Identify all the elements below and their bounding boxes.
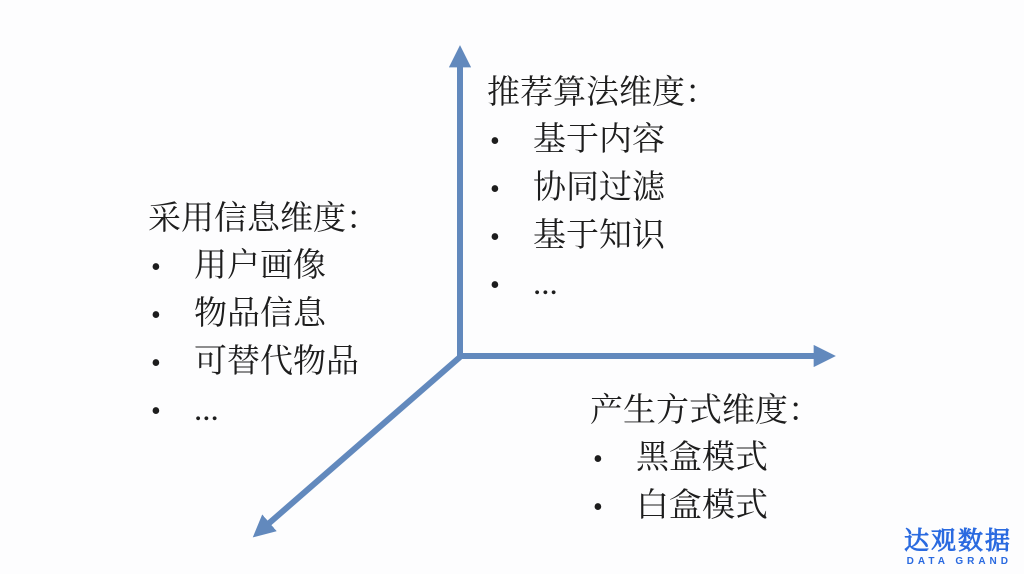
list-item-label: 黑盒模式 xyxy=(636,440,768,476)
bullet-icon: • xyxy=(593,492,603,523)
generation-mode-block xyxy=(590,388,821,531)
generation-mode-title: 产生方式维度： xyxy=(590,393,821,429)
list-item-label: 用户画像 xyxy=(194,248,326,284)
list-item xyxy=(487,165,718,213)
list-item xyxy=(487,261,718,309)
list-item-label: 物品信息 xyxy=(194,296,326,332)
adopted-information-title: 采用信息维度： xyxy=(148,201,379,237)
bullet-icon: • xyxy=(490,126,500,157)
recommend-algorithm-block xyxy=(487,70,718,309)
recommend-algorithm-list xyxy=(487,117,718,309)
logo-wordmark: 达观数据 xyxy=(903,527,1012,555)
list-item-label: 白盒模式 xyxy=(636,488,768,524)
recommend-algorithm-title: 推荐算法维度： xyxy=(487,75,718,111)
bullet-icon: • xyxy=(151,348,161,379)
adopted-information-list xyxy=(148,243,379,435)
datagrand-logo xyxy=(904,528,1012,568)
list-item-label: 基于知识 xyxy=(533,218,665,254)
bullet-icon: • xyxy=(490,174,500,205)
generation-mode-list xyxy=(590,435,821,531)
list-item xyxy=(148,387,379,435)
list-item-label: ... xyxy=(533,266,558,302)
adopted-information-block xyxy=(148,196,379,435)
bullet-icon: • xyxy=(490,270,500,301)
logo-tagline: DATA GRAND xyxy=(906,556,1012,567)
list-item xyxy=(148,243,379,291)
bullet-icon: • xyxy=(151,252,161,283)
list-item xyxy=(590,435,821,483)
list-item xyxy=(148,339,379,387)
list-item-label: 协同过滤 xyxy=(533,170,665,206)
list-item xyxy=(487,213,718,261)
list-item-label: 基于内容 xyxy=(533,122,665,158)
list-item xyxy=(487,117,718,165)
bullet-icon: • xyxy=(151,396,161,427)
list-item xyxy=(148,291,379,339)
list-item-label: ... xyxy=(194,392,219,428)
bullet-icon: • xyxy=(151,300,161,331)
bullet-icon: • xyxy=(593,444,603,475)
list-item-label: 可替代物品 xyxy=(194,344,359,380)
list-item xyxy=(590,483,821,531)
bullet-icon: • xyxy=(490,222,500,253)
